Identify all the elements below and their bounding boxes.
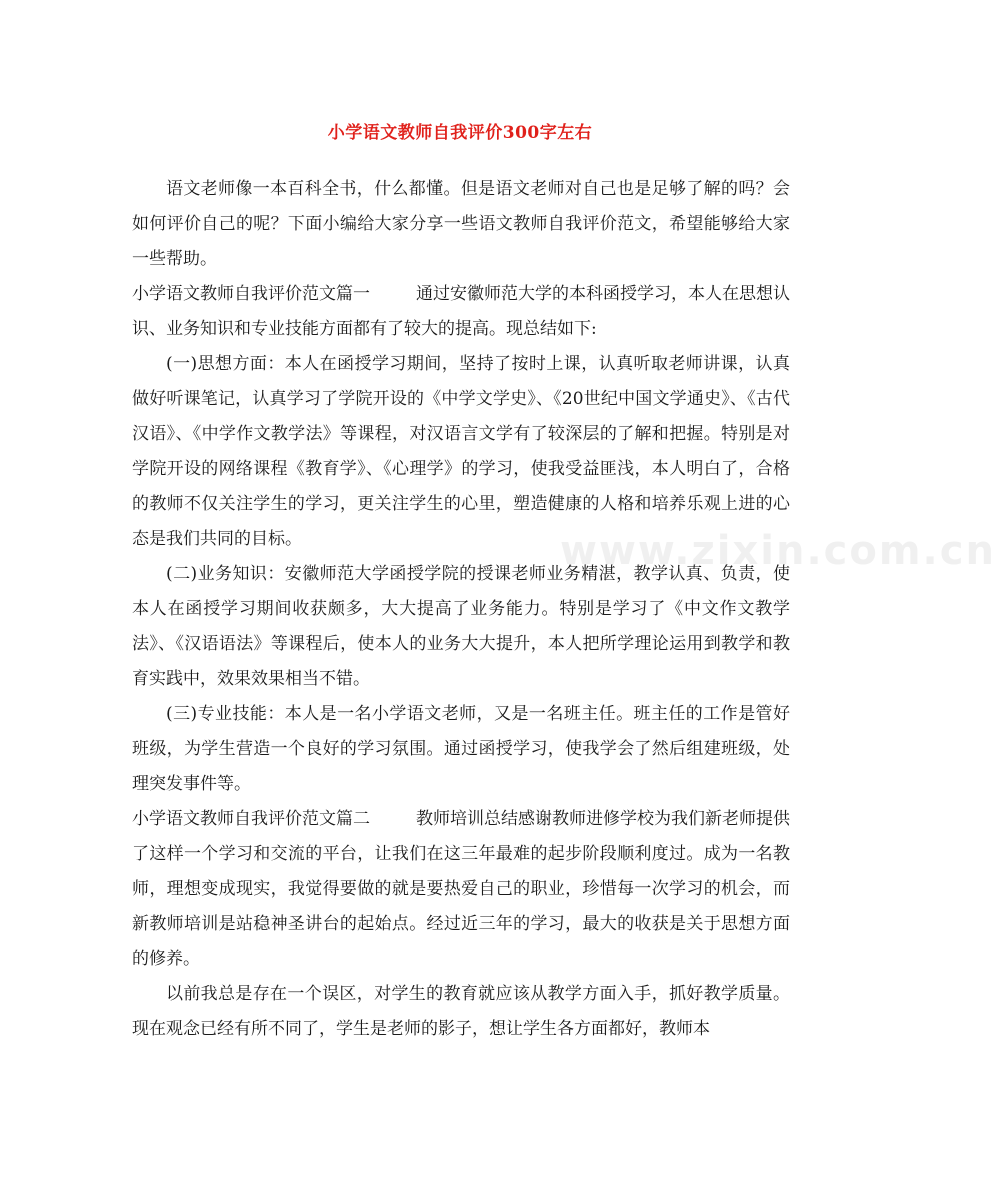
section1-skill-paragraph: (三)专业技能：本人是一名小学语文老师，又是一名班主任。班主任的工作是管好班级，为学生营造一个良好的学习氛围。通过函授学习，使我学会了然后组建班级，处理突发事件等。: [132, 704, 790, 794]
section2-body-paragraph: 以前我总是存在一个误区，对学生的教育就应该从教学方面入手，抓好教学质量。现在观念已经有所不同了，学生是老师的影子，想让学生各方面都好，教师本: [132, 984, 790, 1039]
section1-lead-text: 通过安徽师范大学的本科函授学习，本人在思想认识、业务知识和专业技能方面都有了较大的提高。现总结如下:: [132, 284, 790, 339]
document-body: [132, 172, 790, 1047]
section1-thought-paragraph: (一)思想方面：本人在函授学习期间，坚持了按时上课，认真听取老师讲课，认真做好听课笔记，认真学习了学院开设的《中学文学史》、《20世纪中国文学通史》、《古代汉语》、《中学作文教学法》等课程，对汉语言文学有了较深层的了解和把握。特别是对学院开设的网络课程《教育学》、《心理学》的学习，使我受益匪浅，本人明白了，合格的教师不仅关注学生的学习，更关注学生的心里，塑造健康的人格和培养乐观上进的心态是我们共同的目标。: [132, 354, 790, 549]
section2-lead-text: 教师培训总结感谢教师进修学校为我们新老师提供了这样一个学习和交流的平台，让我们在这三年最难的起步阶段顺利度过。成为一名教师，理想变成现实，我觉得要做的就是要热爱自己的职业，珍惜每一次学习的机会，而新教师培训是站稳神圣讲台的起始点。经过近三年的学习，最大的收获是关于思想方面的修养。: [132, 809, 790, 969]
intro-paragraph: 语文老师像一本百科全书，什么都懂。但是语文老师对自己也是足够了解的吗？会如何评价自己的呢？下面小编给大家分享一些语文教师自我评价范文，希望能够给大家一些帮助。: [132, 179, 790, 269]
section2-lead-paragraph: [132, 802, 790, 977]
document-title: 小学语文教师自我评价300字左右: [327, 123, 593, 143]
section1-heading: 小学语文教师自我评价范文篇一: [132, 284, 370, 304]
section1-lead-paragraph: [132, 277, 790, 347]
section1-knowledge-paragraph: (二)业务知识：安徽师范大学函授学院的授课老师业务精湛，教学认真、负责，使本人在函授学习期间收获颇多，大大提高了业务能力。特别是学习了《中文作文教学法》、《汉语语法》等课程后，使本人的业务大大提升，本人把所学理论运用到教学和教育实践中，效果效果相当不错。: [132, 564, 790, 689]
section2-heading: 小学语文教师自我评价范文篇二: [132, 809, 370, 829]
watermark: www.zixin.com.cn: [560, 528, 996, 574]
